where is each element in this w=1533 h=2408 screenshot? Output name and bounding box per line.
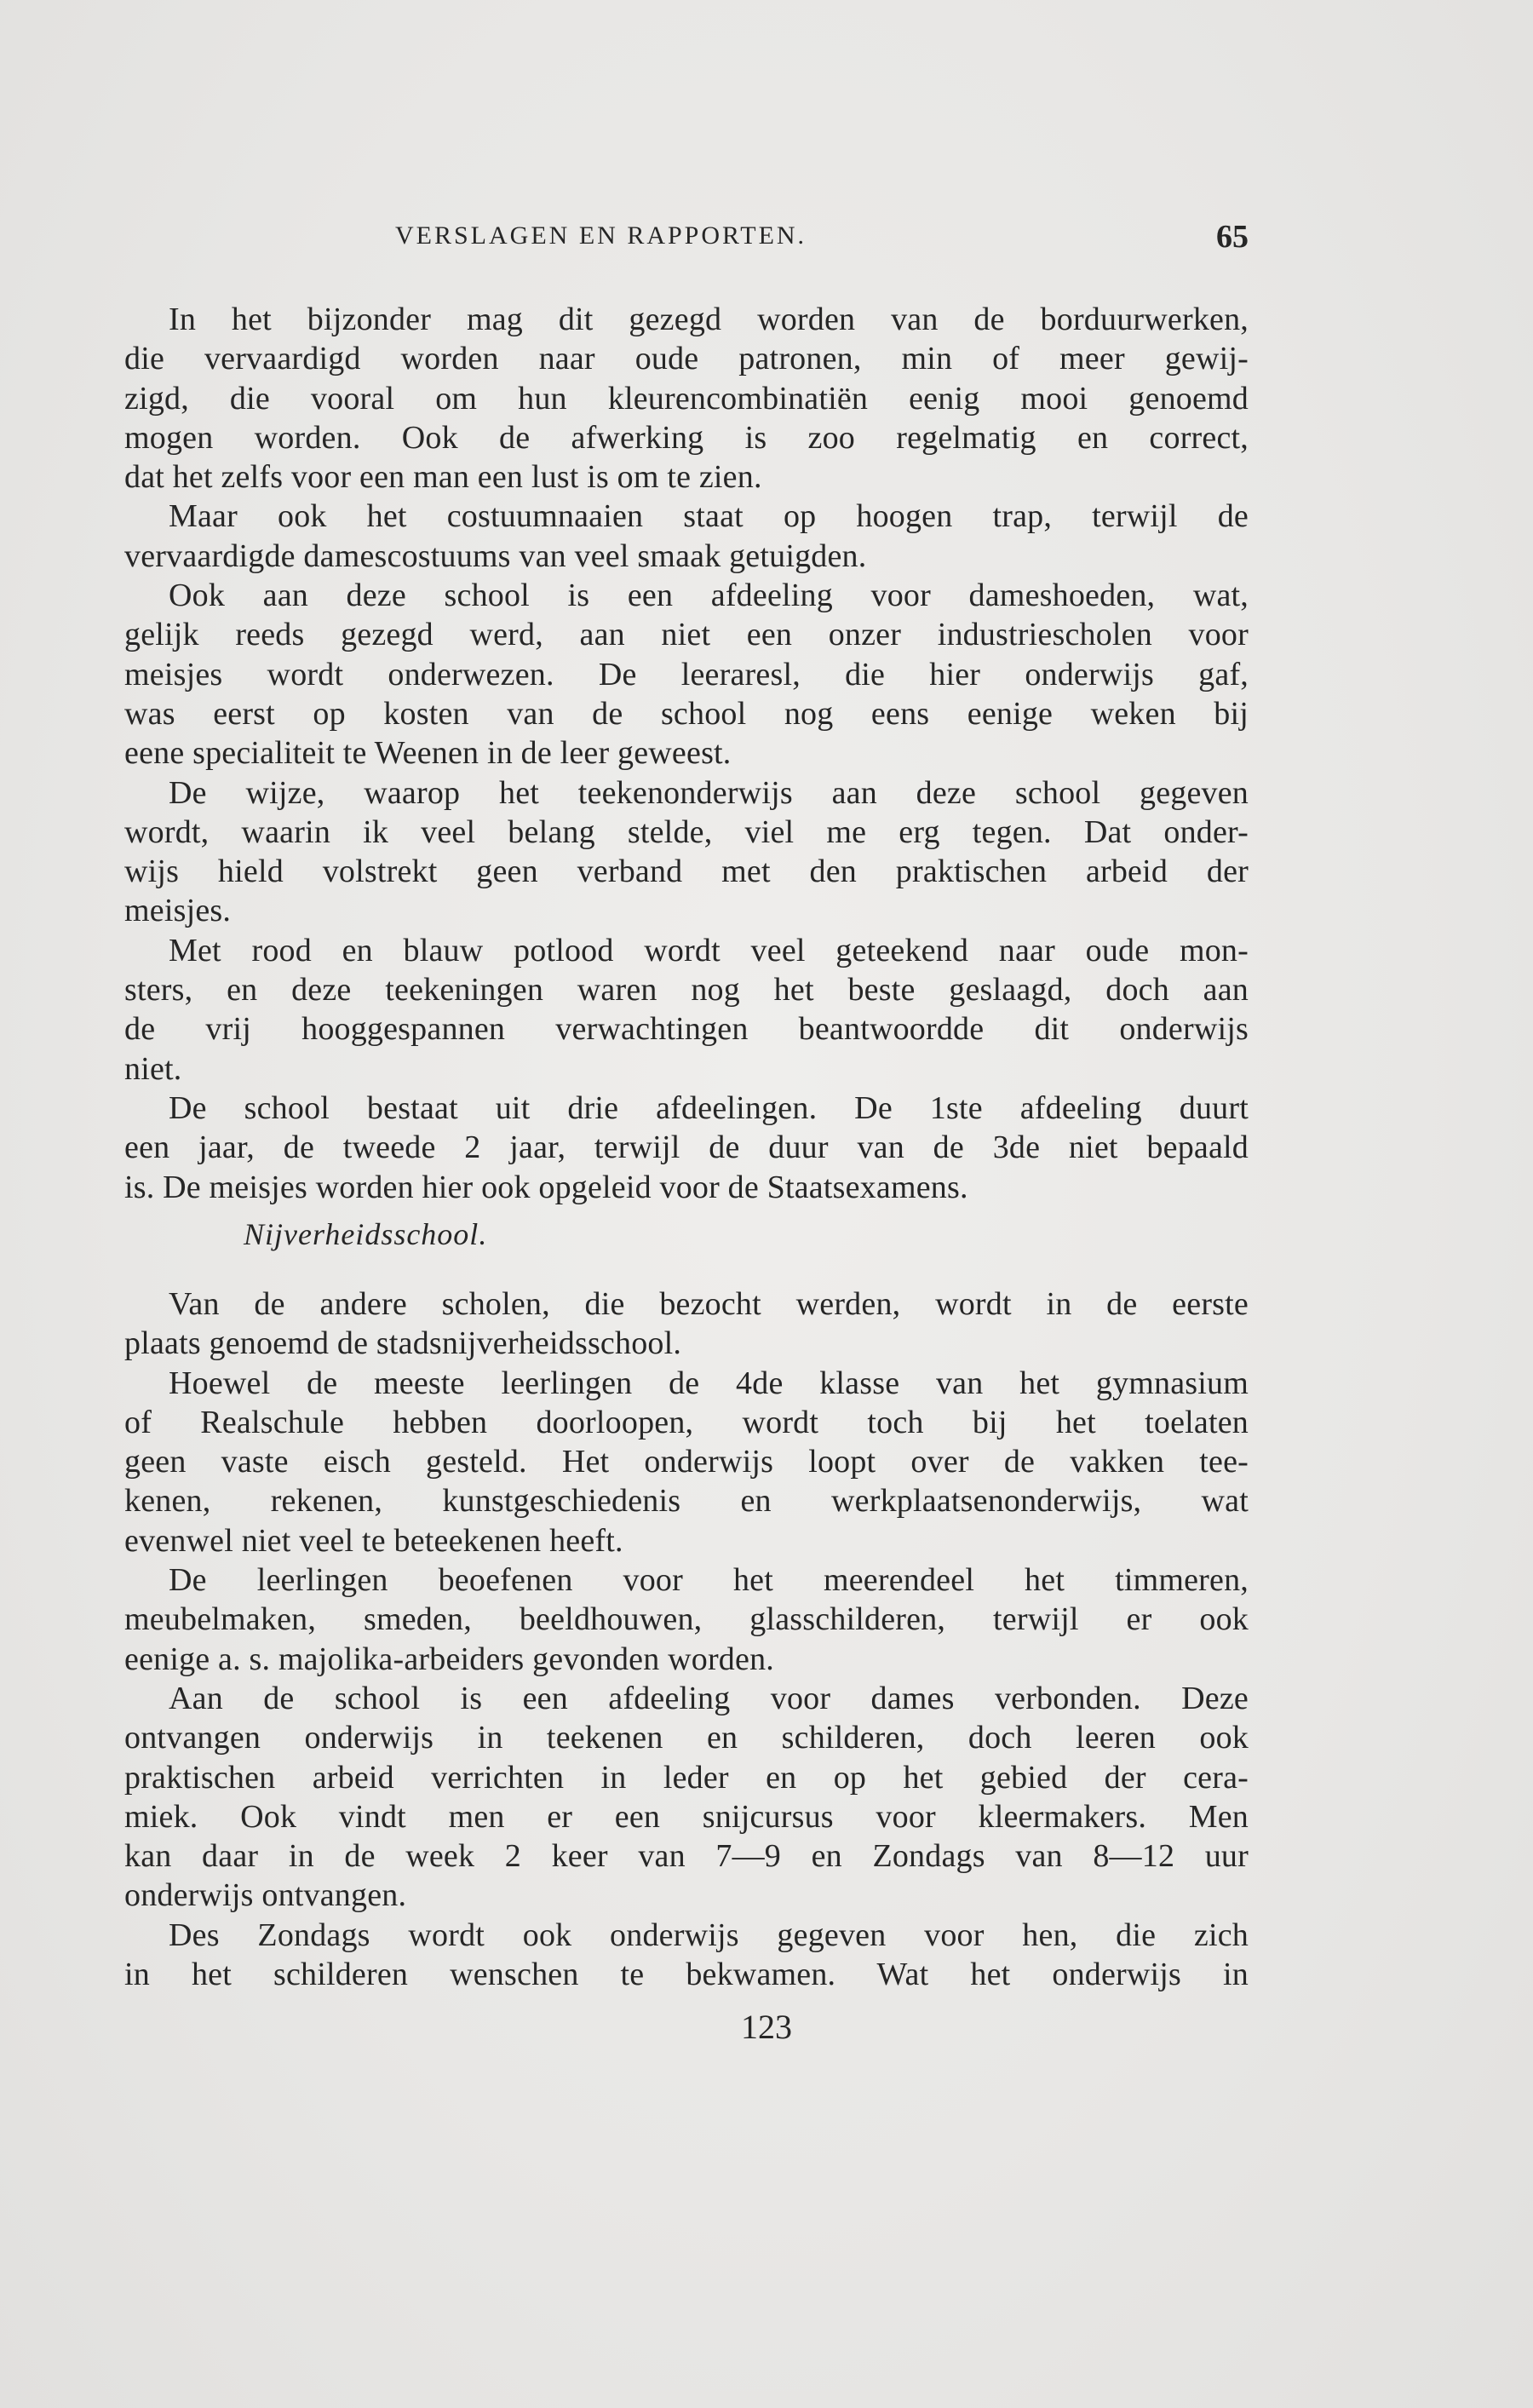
page-number: 65	[1216, 219, 1249, 255]
text-line: meisjes wordt onderwezen. De leeraresl, die hier onderwijs gaf,	[124, 656, 1249, 693]
text-line: niet.	[124, 1050, 182, 1087]
text-line: zigd, die vooral om hun kleurencombinatiën eenig mooi genoemd	[124, 380, 1249, 417]
text-line: geen vaste eisch gesteld. Het onderwijs loopt over de vakken tee-	[124, 1444, 1249, 1480]
text-line: De wijze, waarop het teekenonderwijs aan deze school gegeven	[169, 774, 1249, 811]
text-line: die vervaardigd worden naar oude patronen, min of meer gewij-	[124, 341, 1249, 377]
text-line: de vrij hooggespannen verwachtingen beantwoordde dit onderwijs	[124, 1011, 1249, 1048]
text-line: De school bestaat uit drie afdeelingen. De 1ste afdeeling duurt	[169, 1089, 1249, 1126]
body-text-section-2	[124, 1284, 1249, 1994]
text-line: dat het zelfs voor een man een lust is om te zien.	[124, 459, 762, 496]
text-line: De leerlingen beoefenen voor het meerendeel het timmeren,	[169, 1562, 1249, 1599]
text-line: kenen, rekenen, kunstgeschiedenis en werkplaatsenonderwijs, wat	[124, 1483, 1249, 1520]
text-line: miek. Ook vindt men er een snijcursus voor kleermakers. Men	[124, 1798, 1249, 1835]
text-line: sters, en deze teekeningen waren nog het beste geslaagd, doch aan	[124, 972, 1249, 1009]
text-line: kan daar in de week 2 keer van 7—9 en Zondags van 8—12 uur	[124, 1838, 1249, 1875]
text-line: meisjes.	[124, 893, 232, 929]
text-line: was eerst op kosten van de school nog eens eenige weken bij	[124, 695, 1249, 732]
text-line: een jaar, de tweede 2 jaar, terwijl de duur van de 3de niet bepaald	[124, 1129, 1249, 1166]
text-line: vervaardigde damescostuums van veel smaak getuigden.	[124, 537, 867, 574]
page-header	[124, 221, 1249, 259]
text-line: Met rood en blauw potlood wordt veel geteekend naar oude mon-	[169, 932, 1249, 968]
running-head: VERSLAGEN EN RAPPORTEN.	[395, 221, 807, 250]
text-line: praktischen arbeid verrichten in leder en op het gebied der cera-	[124, 1759, 1249, 1796]
text-line: eenige a. s. majolika-arbeiders gevonden worden.	[124, 1641, 774, 1677]
text-line: wijs hield volstrekt geen verband met den praktischen arbeid der	[124, 853, 1249, 890]
text-line: ontvangen onderwijs in teekenen en schilderen, doch leeren ook	[124, 1720, 1249, 1756]
text-line: is. De meisjes worden hier ook opgeleid voor de Staatsexamens.	[124, 1169, 968, 1205]
text-line: Ook aan deze school is een afdeeling voor dameshoeden, wat,	[169, 578, 1249, 614]
folio-number: 123	[741, 2008, 792, 2046]
text-line: Hoewel de meeste leerlingen de 4de klasse van het gymnasium	[169, 1365, 1249, 1401]
text-line: wordt, waarin ik veel belang stelde, viel me erg tegen. Dat onder-	[124, 813, 1249, 850]
text-line: onderwijs ontvangen.	[124, 1877, 407, 1914]
text-line: In het bijzonder mag dit gezegd worden van de borduurwerken,	[169, 302, 1249, 337]
text-line: Van de andere scholen, die bezocht werden, wordt in de eerste	[169, 1286, 1249, 1322]
text-line: eene specialiteit te Weenen in de leer geweest.	[124, 735, 732, 772]
text-line: gelijk reeds gezegd werd, aan niet een onzer industriescholen voor	[124, 617, 1249, 653]
text-line: Des Zondags wordt ook onderwijs gegeven voor hen, die zich	[169, 1917, 1249, 1953]
text-line: evenwel niet veel te beteekenen heeft.	[124, 1522, 623, 1559]
text-line: Aan de school is een afdeeling voor dames verbonden. Deze	[169, 1680, 1249, 1716]
section-heading: Nijverheidsschool.	[244, 1217, 488, 1251]
text-line: meubelmaken, smeden, beeldhouwen, glasschilderen, terwijl er ook	[124, 1601, 1249, 1638]
text-line: of Realschule hebben doorloopen, wordt toch bij het toelaten	[124, 1404, 1249, 1440]
text-line: plaats genoemd de stadsnijverheidsschool.	[124, 1325, 682, 1362]
text-line: Maar ook het costuumnaaien staat op hoogen trap, terwijl de	[169, 498, 1249, 535]
text-line: in het schilderen wenschen te bekwamen. Wat het onderwijs in	[124, 1957, 1249, 1993]
body-text-section-1	[124, 300, 1249, 1207]
text-line: mogen worden. Ook de afwerking is zoo regelmatig en correct,	[124, 419, 1249, 456]
